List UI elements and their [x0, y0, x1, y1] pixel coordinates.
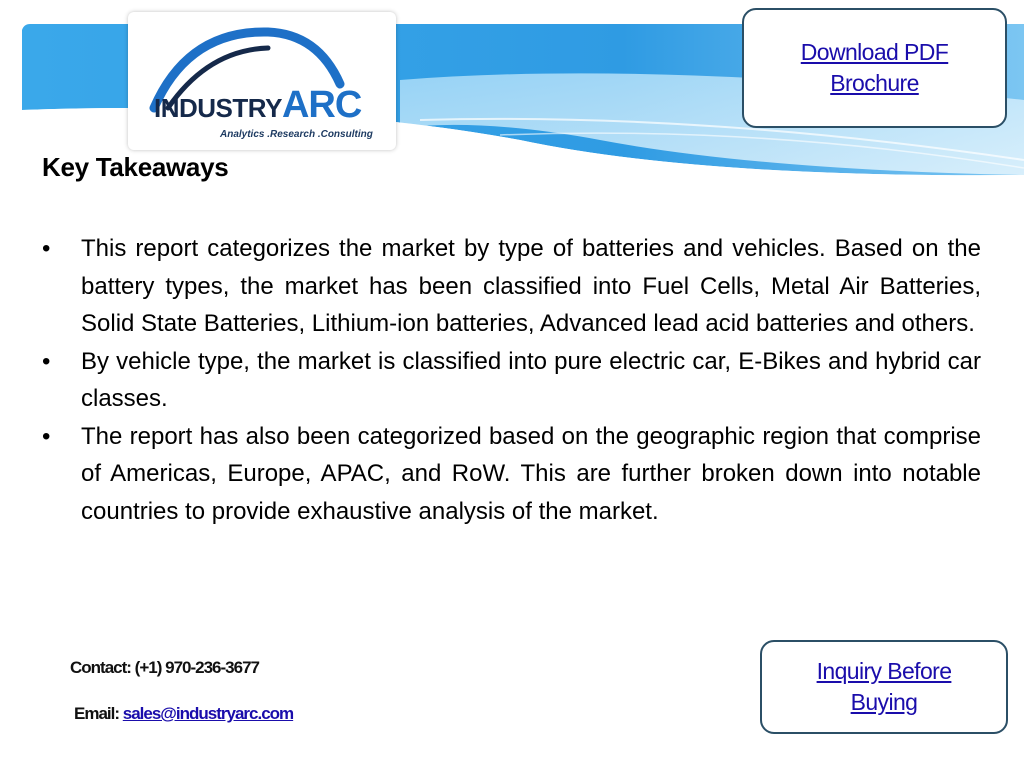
bullet-icon: •	[42, 422, 51, 450]
bullet-icon: •	[42, 347, 51, 375]
inquiry-line2: Buying	[850, 689, 918, 715]
list-item	[40, 230, 981, 343]
phone-label: Contact: (+1)	[70, 658, 162, 677]
company-logo	[128, 12, 396, 150]
list-item	[40, 418, 981, 531]
phone-number: 970-236-3677	[165, 658, 259, 677]
download-pdf-brochure-link[interactable]	[785, 37, 965, 99]
logo-tagline: Analytics .Research .Consulting	[220, 129, 373, 140]
takeaways-list	[40, 230, 981, 530]
logo-wordmark	[154, 84, 361, 127]
contact-phone	[70, 658, 259, 678]
logo-name-part1: INDUSTRY	[154, 93, 282, 123]
email-link[interactable]: sales@industryarc.com	[122, 704, 294, 723]
download-line1: Download PDF	[800, 39, 949, 65]
inquiry-line1: Inquiry Before	[816, 658, 952, 684]
logo-name-part2: ARC	[281, 84, 362, 126]
email-label: Email:	[74, 704, 120, 723]
list-item-text: By vehicle type, the market is classified into pure electric car, E-Bikes and hybrid car classes.	[81, 347, 981, 412]
inquiry-before-buying-link[interactable]	[794, 656, 974, 718]
bullet-icon: •	[42, 235, 51, 262]
list-item	[40, 343, 981, 418]
download-pdf-brochure-button[interactable]	[742, 8, 1007, 128]
download-line2: Brochure	[830, 70, 919, 96]
contact-email	[74, 704, 293, 724]
section-heading: Key Takeaways	[42, 152, 229, 182]
inquiry-before-buying-button[interactable]	[760, 640, 1008, 734]
list-item-text: This report categorizes the market by type of batteries and vehicles. Based on the battery types, the market has been classified into Fuel Cells, Metal Air Batteries, Solid State Batteries, Lithium-ion batteries, Advanced lead acid batteries and others.	[81, 235, 981, 337]
list-item-text: The report has also been categorized based on the geographic region that comprise of Americas, Europe, APAC, and RoW. This are further broken down into notable countries to provide exhaustive analysis of the market.	[81, 422, 981, 525]
